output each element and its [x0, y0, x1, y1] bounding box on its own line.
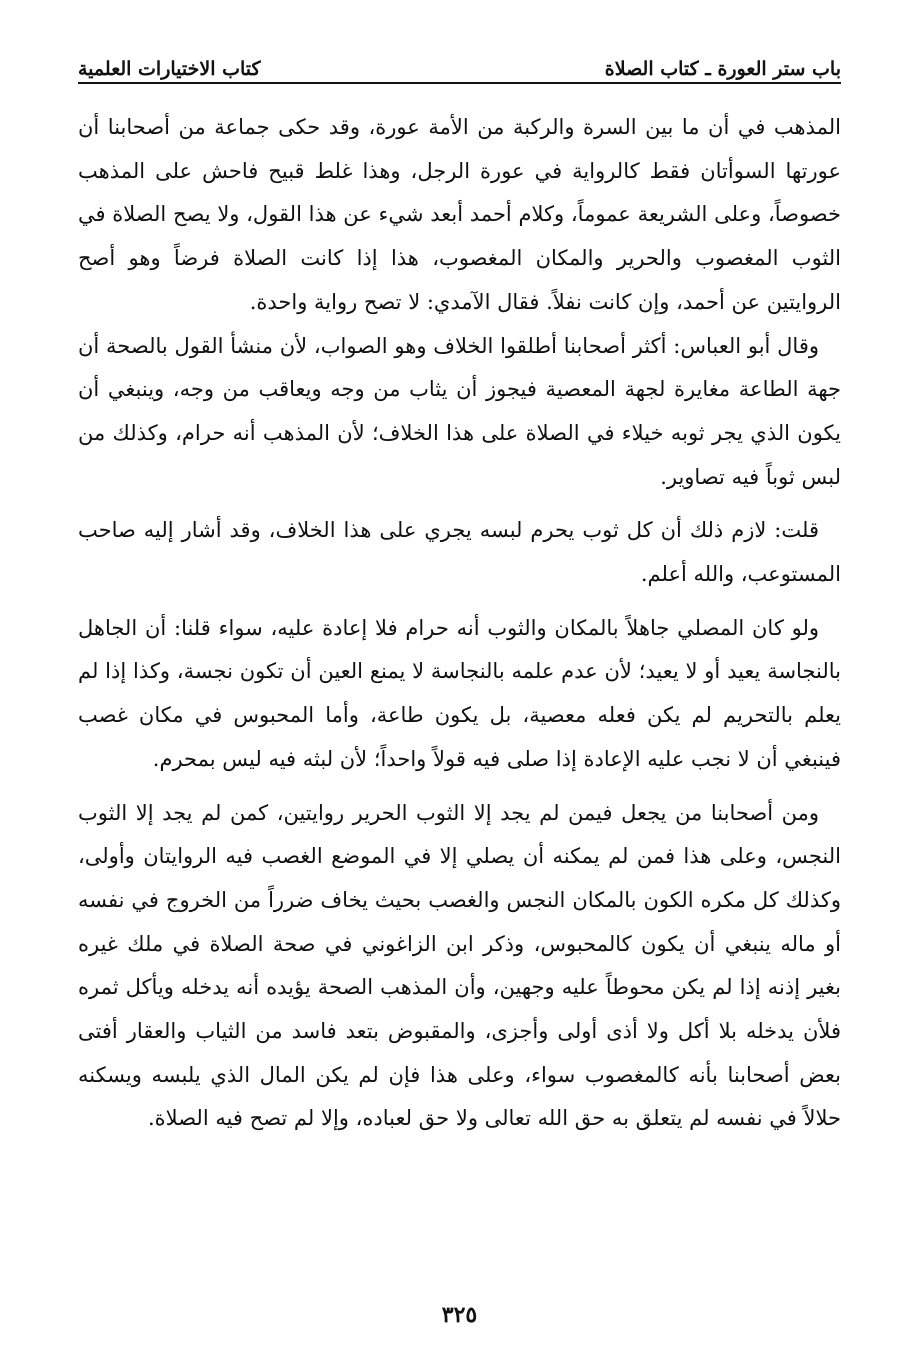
- paragraph-3: قلت: لازم ذلك أن كل ثوب يحرم لبسه يجري على هذا الخلاف، وقد أشار إليه صاحب المستوعب، والله أعلم.: [78, 518, 841, 587]
- header-book-title: كتاب الاختيارات العلمية: [78, 58, 261, 80]
- paragraph-5: ومن أصحابنا من يجعل فيمن لم يجد إلا الثوب الحرير روايتين، كمن لم يجد إلا الثوب النجس، وعلى هذا فمن لم يمكنه أن يصلي إلا في الموضع الغصب فيه الروايتان وأولى، وكذلك كل مكره الكون بالمكان النجس والغصب بحيث يخاف ضرراً من الخروج في نفسه أو ماله ينبغي أن يكون كالمحبوس، وذكر ابن الزاغوني في صحة الصلاة في ملك غيره بغير إذنه إذا لم يكن محوطاً عليه وجهين، وأن المذهب الصحة يؤيده أنه يدخله ويأكل ثمره فلأن يدخله بلا أكل ولا أذى أولى وأجزى، والمقبوض بتعد فاسد من الثياب والعقار أفتى بعض أصحابنا بأنه كالمغصوب سواء، وعلى هذا فإن لم يكن المال الذي يلبسه ويسكنه حلالاً في نفسه لم يتعلق به حق الله تعالى ولا حق لعباده، وإلا لم تصح فيه الصلاة.: [78, 800, 841, 1131]
- paragraph-1: المذهب في أن ما بين السرة والركبة من الأمة عورة، وقد حكى جماعة من أصحابنا أن عورتها السوأتان فقط كالرواية في عورة الرجل، وهذا غلط قبيح فاحش على المذهب خصوصاً، وعلى الشريعة عموماً، وكلام أحمد أبعد شيء عن هذا القول، ولا يصح الصلاة في الثوب المغصوب والحرير والمكان المغصوب، هذا إذا كانت الصلاة فرضاً وهو أصح الروايتين عن أحمد، وإن كانت نفلاً. فقال الآمدي: لا تصح رواية واحدة.: [78, 115, 841, 314]
- header-divider: [78, 82, 841, 84]
- running-header: [78, 40, 841, 80]
- main-text: [78, 106, 841, 1141]
- page-number: ٣٢٥: [441, 1302, 478, 1328]
- paragraph-4: ولو كان المصلي جاهلاً بالمكان والثوب أنه حرام فلا إعادة عليه، سواء قلنا: أن الجاهل بالنجاسة يعيد أو لا يعيد؛ لأن عدم علمه بالنجاسة لا يمنع العين أن تكون نجسة، وكذا إذا لم يعلم بالتحريم لم يكن فعله معصية، بل يكون طاعة، وأما المحبوس في مكان غصب فينبغي أن لا نجب عليه الإعادة إذا صلى فيه قولاً واحداً؛ لأن لبثه فيه ليس بمحرم.: [78, 615, 841, 771]
- header-chapter-title: باب ستر العورة ـ كتاب الصلاة: [604, 58, 841, 80]
- paragraph-2: وقال أبو العباس: أكثر أصحابنا أطلقوا الخلاف وهو الصواب، لأن منشأ القول بالصحة أن جهة الطاعة مغايرة لجهة المعصية فيجوز أن يثاب من وجه ويعاقب من وجه، وينبغي أن يكون الذي يجر ثوبه خيلاء في الصلاة على هذا الخلاف؛ لأن المذهب أنه حرام، وكذلك من لبس ثوباً فيه تصاوير.: [78, 333, 841, 489]
